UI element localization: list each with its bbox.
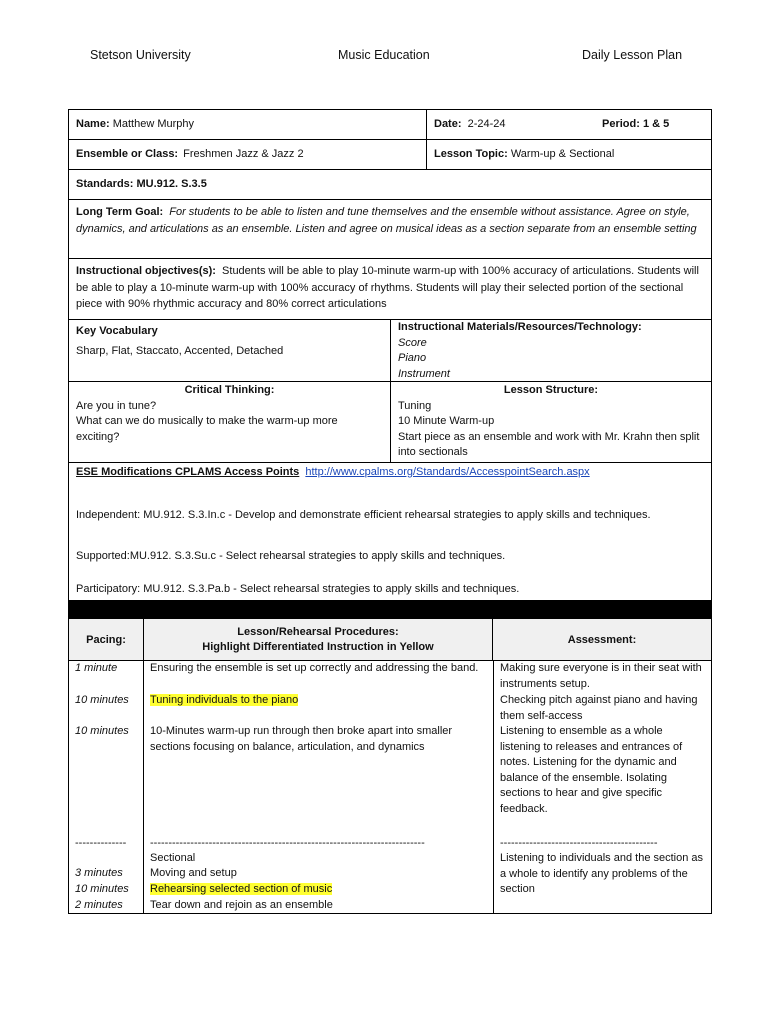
name-cell — [69, 110, 427, 139]
period-cell — [595, 110, 711, 139]
ese-label: ESE Modifications CPLAMS Access Points — [76, 466, 300, 478]
pacing-item: 1 minute — [75, 662, 118, 674]
assessment-item: Checking pitch against piano and having them self-access — [500, 694, 698, 722]
procedure-column — [144, 661, 494, 913]
period-label: Period: 1 & 5 — [602, 118, 670, 130]
lesson-structure-cell — [391, 382, 711, 462]
highlighted-step-text: Tuning individuals to the piano — [150, 694, 299, 706]
materials-item: Instrument — [398, 367, 450, 380]
materials-item: Score — [398, 336, 427, 349]
section-divider-bar — [69, 600, 711, 618]
critical-thinking-line: Are you in tune? — [76, 399, 157, 412]
long-term-goal-text: For students to be able to listen and tune themselves and the ensemble without assistance. Agree on style, dynamics, and articulations as an ensemble. Listen and agree on musical ideas as a section separate from an ensemble setting — [76, 206, 697, 235]
date-value: 2-24-24 — [467, 118, 506, 130]
lesson-structure-line: Start piece as an ensemble and work with Mr. Krahn then split into sectionals — [398, 430, 700, 458]
pacing-divider: -------------- — [75, 837, 127, 849]
critical-thinking-line: What can we do musically to make the warm-up more exciting? — [76, 415, 338, 443]
assessment-column — [494, 661, 711, 913]
name-value: Matthew Murphy — [112, 118, 194, 130]
pacing-item: 10 minutes — [75, 694, 129, 706]
assessment-item: Making sure everyone is in their seat with instruments setup. — [500, 662, 702, 690]
procedure-step: Tear down and rejoin as an ensemble — [150, 899, 333, 911]
lesson-info-table — [68, 109, 712, 619]
document-title: Daily Lesson Plan — [582, 48, 683, 62]
vocab-cell — [69, 320, 391, 381]
cpalms-link[interactable]: http://www.cpalms.org/Standards/AccesspointSearch.aspx — [305, 466, 590, 478]
pacing-item: 10 minutes — [75, 883, 129, 895]
procedure-step: Sectional — [150, 852, 196, 864]
procedures-header-row — [69, 619, 711, 661]
procedure-step: 10-Minutes warm-up run through then broke apart into smaller sections focusing on balance, articulation, and dynamics — [150, 725, 453, 753]
procedure-header-line-1: Lesson/Rehearsal Procedures: — [237, 626, 399, 638]
highlighted-step-text: Rehearsing selected section of music — [150, 883, 333, 895]
standards-row — [69, 170, 711, 200]
objectives-label: Instructional objectives(s): — [76, 265, 216, 277]
standards-cell — [69, 170, 711, 197]
ensemble-label: Ensemble or Class: — [76, 148, 179, 160]
topic-label: Lesson Topic: — [434, 148, 508, 160]
materials-item: Piano — [398, 352, 427, 364]
standards-text: Standards: MU.912. S.3.5 — [76, 178, 207, 190]
name-label: Name: — [76, 118, 110, 130]
lesson-structure-label: Lesson Structure: — [503, 384, 599, 396]
assessment-header: Assessment: — [567, 633, 637, 646]
pacing-item: 10 minutes — [75, 725, 129, 737]
date-cell — [427, 110, 595, 139]
procedure-header — [144, 619, 493, 660]
critical-structure-row — [69, 382, 711, 463]
objectives-row — [69, 259, 711, 320]
ese-participatory: Participatory: MU.912. S.3.Pa.b - Select rehearsal strategies to apply skills and techniques. — [76, 583, 520, 595]
materials-cell — [391, 320, 711, 381]
procedure-header-line-2: Highlight Differentiated Instruction in Yellow — [202, 641, 434, 653]
ese-independent: Independent: MU.912. S.3.In.c - Develop and demonstrate efficient rehearsal strategies to apply skills and techniques. — [76, 509, 651, 521]
pacing-item: 3 minutes — [75, 867, 123, 879]
ensemble-value: Freshmen Jazz & Jazz 2 — [183, 148, 304, 160]
topic-cell — [427, 140, 711, 169]
procedure-step: Moving and setup — [150, 867, 237, 879]
assessment-divider: ------------------------------------------- — [500, 837, 658, 849]
pacing-header: Pacing: — [69, 619, 144, 660]
pacing-column — [69, 661, 144, 913]
objectives-cell — [69, 259, 711, 317]
critical-thinking-cell — [69, 382, 391, 462]
procedure-step-highlighted — [150, 882, 332, 898]
objectives-text: Students will be able to play 10-minute warm-up with 100% accuracy of articulations. Students will be able to play a 10-minute warm-up with 100% accuracy of rhythms. Students will play their selected portion of the sectional piece with 90% rhythmic accuracy and 80% correct articulations — [76, 265, 699, 310]
ensemble-topic-row — [69, 140, 711, 170]
pacing-item: 2 minutes — [75, 899, 123, 911]
procedure-step: Ensuring the ensemble is set up correctly and addressing the band. — [150, 662, 479, 674]
long-term-goal-label: Long Term Goal: — [76, 206, 164, 218]
vocab-label: Key Vocabulary — [76, 325, 158, 337]
procedures-table — [68, 618, 712, 914]
long-term-goal-row — [69, 200, 711, 259]
ese-section — [69, 463, 711, 600]
lesson-structure-line: 10 Minute Warm-up — [398, 415, 495, 427]
university-name: Stetson University — [90, 48, 191, 62]
procedures-body — [69, 661, 711, 913]
critical-thinking-label: Critical Thinking: — [184, 384, 275, 396]
ese-header — [76, 466, 590, 478]
procedure-divider: --------------------------------------------------------------------------- — [150, 837, 425, 849]
assessment-item: Listening to ensemble as a whole listening to releases and entrances of notes. Listening for the dynamic and balance of the ensemble. Isolating sections to hear and give specific feedback. — [500, 725, 683, 815]
ensemble-cell — [69, 140, 427, 169]
topic-value: Warm-up & Sectional — [510, 148, 615, 160]
assessment-item: Listening to individuals and the section as a whole to identify any problems of the section — [500, 852, 704, 895]
lesson-structure-line: Tuning — [398, 399, 432, 412]
date-label: Date: — [434, 118, 462, 130]
name-date-row — [69, 110, 711, 140]
long-term-goal-cell — [69, 200, 711, 241]
ese-supported: Supported:MU.912. S.3.Su.c - Select rehearsal strategies to apply skills and techniques. — [76, 550, 506, 562]
procedure-step-highlighted — [150, 693, 298, 709]
materials-label: Instructional Materials/Resources/Technology: — [398, 321, 642, 333]
department-name: Music Education — [338, 48, 430, 62]
vocab-text: Sharp, Flat, Staccato, Accented, Detached — [76, 344, 284, 357]
vocab-materials-row — [69, 320, 711, 382]
